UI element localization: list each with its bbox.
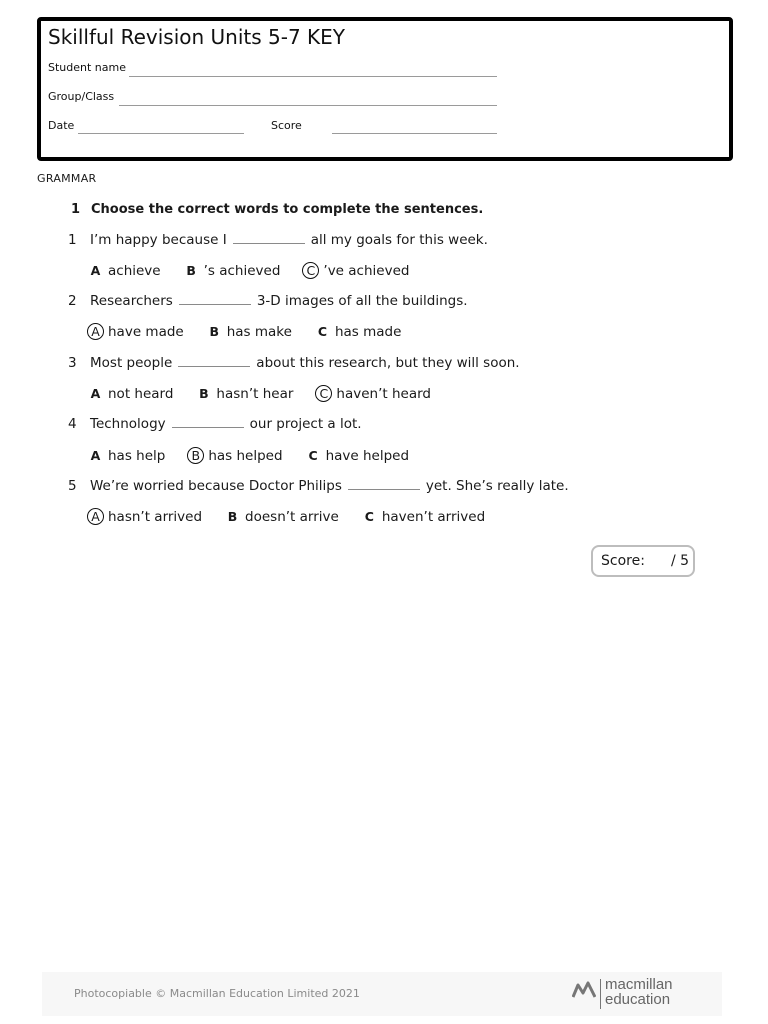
question-text-before: I’m happy because I (90, 232, 227, 248)
logo-line-1: macmillan (605, 976, 673, 993)
option[interactable] (87, 508, 202, 525)
option-letter-correct: A (87, 508, 104, 525)
option[interactable] (195, 385, 293, 402)
option-text: hasn’t hear (216, 385, 294, 402)
option-text: has help (108, 447, 166, 464)
header-box (37, 17, 733, 161)
score-total: / 5 (670, 553, 690, 569)
option-text: haven’t heard (336, 385, 431, 402)
answer-blank[interactable] (348, 479, 420, 490)
group-class-label: Group/Class (48, 90, 115, 103)
question-number: 5 (68, 478, 77, 494)
footer (42, 972, 722, 1016)
option[interactable] (87, 323, 184, 340)
question-row (68, 416, 362, 432)
option-text: has made (334, 323, 402, 340)
options-row (87, 385, 453, 402)
score-field[interactable] (332, 133, 497, 134)
question-text-after: our project a lot. (249, 416, 362, 432)
student-name-label: Student name (48, 61, 126, 74)
question-number: 4 (68, 416, 77, 432)
logo-wordmark (605, 977, 673, 1007)
logo-line-2: education (605, 991, 671, 1008)
option-text: doesn’t arrive (245, 508, 339, 525)
option-letter: B (209, 324, 219, 339)
options-row (87, 262, 431, 279)
option[interactable] (183, 262, 281, 279)
score-label: Score: (601, 553, 645, 569)
question-row (68, 478, 569, 494)
options-row (87, 508, 507, 525)
question-number: 1 (68, 232, 77, 248)
option-letter: A (90, 448, 101, 463)
group-class-field[interactable] (119, 105, 497, 106)
option-text: have helped (325, 447, 410, 464)
option-text: ’s achieved (203, 262, 281, 279)
question-row (68, 293, 468, 309)
question-text-after: all my goals for this week. (310, 232, 488, 248)
logo-divider (600, 979, 601, 1009)
question-text-after: yet. She’s really late. (425, 478, 569, 494)
option[interactable] (314, 323, 401, 340)
question-row (68, 355, 520, 371)
option-text: have made (108, 323, 184, 340)
option-letter-correct: C (315, 385, 332, 402)
option-letter: A (90, 386, 101, 401)
publisher-logo (572, 977, 702, 1011)
score-box (591, 545, 695, 577)
option-letter: C (364, 509, 374, 524)
option-text: achieve (108, 262, 161, 279)
option-text: has make (226, 323, 292, 340)
question-text-before: Technology (90, 416, 166, 432)
exercise-number: 1 (71, 202, 81, 217)
question-row (68, 232, 488, 248)
student-name-field[interactable] (129, 76, 497, 77)
date-label: Date (48, 119, 75, 132)
option[interactable] (87, 262, 161, 279)
option[interactable] (305, 447, 409, 464)
option-letter-correct: B (187, 447, 204, 464)
option-text: haven’t arrived (381, 508, 486, 525)
option-text: not heard (108, 385, 174, 402)
option-letter: C (308, 448, 318, 463)
option[interactable] (224, 508, 339, 525)
question-number: 2 (68, 293, 77, 309)
option-text: ’ve achieved (323, 262, 410, 279)
options-row (87, 447, 431, 464)
options-row (87, 323, 423, 340)
exercise-instruction (71, 202, 483, 217)
option-letter: B (186, 263, 196, 278)
question-text-before: We’re worried because Doctor Philips (90, 478, 342, 494)
option[interactable] (361, 508, 485, 525)
option[interactable] (206, 323, 292, 340)
option-letter-correct: A (87, 323, 104, 340)
instruction-text: Choose the correct words to complete the sentences. (91, 202, 484, 217)
question-number: 3 (68, 355, 77, 371)
worksheet-title: Skillful Revision Units 5-7 KEY (48, 25, 346, 49)
option[interactable] (87, 447, 165, 464)
option-letter: A (90, 263, 101, 278)
answer-blank[interactable] (179, 294, 251, 305)
answer-blank[interactable] (172, 417, 244, 428)
option[interactable] (187, 447, 282, 464)
option[interactable] (315, 385, 431, 402)
option[interactable] (302, 262, 409, 279)
option-letter-correct: C (302, 262, 319, 279)
option-letter: B (199, 386, 209, 401)
option[interactable] (87, 385, 173, 402)
section-label: GRAMMAR (37, 172, 97, 185)
copyright-notice: Photocopiable © Macmillan Education Limited 2021 (74, 987, 360, 1000)
option-letter: B (227, 509, 238, 524)
option-letter: C (317, 324, 328, 339)
option-text: hasn’t arrived (108, 508, 203, 525)
answer-blank[interactable] (178, 356, 250, 367)
question-text-after: 3-D images of all the buildings. (256, 293, 468, 309)
date-field[interactable] (78, 133, 244, 134)
answer-blank[interactable] (233, 233, 305, 244)
question-text-before: Researchers (90, 293, 173, 309)
question-text-before: Most people (90, 355, 173, 371)
score-field-label: Score (271, 119, 302, 132)
question-text-after: about this research, but they will soon. (256, 355, 520, 371)
option-text: has helped (208, 447, 283, 464)
macmillan-logo-icon (572, 981, 596, 999)
